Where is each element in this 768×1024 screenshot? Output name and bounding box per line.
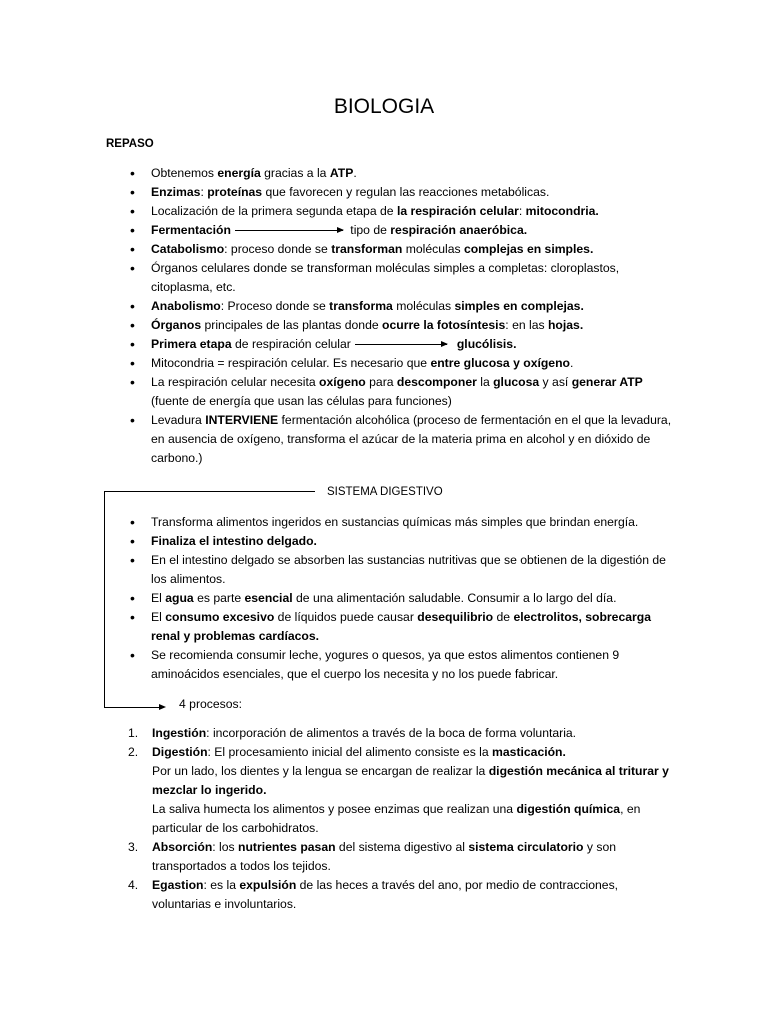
list-item	[106, 411, 676, 468]
bold-text: entre glucosa y oxígeno	[430, 356, 570, 370]
bold-text: INTERVIENE	[205, 413, 279, 427]
text: gracias a la	[260, 166, 330, 180]
item-number: 2.	[128, 745, 139, 759]
text: de respiración celular	[231, 337, 351, 351]
text: principales de las plantas donde	[201, 318, 383, 332]
text: Órganos celulares donde se transforman moléculas simples a completas: cloroplastos, citoplasma, etc.	[151, 261, 620, 294]
list-item	[106, 551, 676, 589]
bold-text: digestión mecánica al triturar y mezclar lo ingerido.	[152, 764, 669, 797]
bold-text: glucólisis.	[456, 337, 517, 351]
text: : proceso donde se	[224, 242, 332, 256]
bold-text: la respiración celular	[396, 204, 519, 218]
text: La saliva humecta los alimentos y posee enzimas que realizan una	[152, 802, 517, 816]
bold-text: Enzimas	[151, 185, 201, 199]
text: de	[493, 610, 514, 624]
bold-text: transforman	[331, 242, 403, 256]
text: : es la	[203, 878, 240, 892]
bold-text: desequilibrio	[417, 610, 494, 624]
bold-text: digestión química	[516, 802, 621, 816]
proceso-item	[106, 838, 676, 876]
bold-text: mitocondria.	[525, 204, 599, 218]
bold-text: Ingestión	[152, 726, 207, 740]
text: y son transportados a todos los tejidos.	[152, 840, 617, 873]
list-item	[106, 373, 676, 411]
text: moléculas	[392, 299, 455, 313]
proceso-item	[106, 876, 676, 914]
text: : en las	[505, 318, 548, 332]
bracket-line-bottom	[104, 707, 161, 708]
bold-text: nutrientes pasan	[238, 840, 336, 854]
text: de una alimentación saludable. Consumir a lo largo del día.	[292, 591, 617, 605]
bold-text: consumo excesivo	[165, 610, 275, 624]
bold-text: proteínas	[207, 185, 263, 199]
list-item	[106, 183, 676, 202]
text: El	[151, 591, 166, 605]
text: fermentación alcohólica (proceso de fermentación en el que la levadura, en ausencia de oxígeno, transforma el azúcar de la materia prima en alcohol y en dióxido de carbono.)	[151, 413, 672, 465]
list-item	[106, 259, 676, 297]
bold-text: Fermentación	[151, 223, 231, 237]
text: : El procesamiento inicial del alimento consiste es la	[207, 745, 493, 759]
document-title: BIOLOGIA	[333, 95, 435, 118]
bold-text: sistema circulatorio	[468, 840, 584, 854]
bold-text: esencial	[244, 591, 293, 605]
text: de líquidos puede causar	[274, 610, 418, 624]
digestivo-list	[106, 513, 676, 684]
text: Localización de la primera segunda etapa de	[151, 204, 397, 218]
bold-text: simples en complejas.	[454, 299, 584, 313]
text: moléculas	[402, 242, 464, 256]
sistema-digestivo-heading: SISTEMA DIGESTIVO	[327, 486, 443, 498]
list-item	[106, 646, 676, 684]
bold-text: transforma	[329, 299, 393, 313]
bold-text: hojas.	[547, 318, 584, 332]
list-item	[106, 202, 676, 221]
bracket-line-side	[104, 491, 105, 708]
list-item	[106, 532, 676, 551]
text: tipo de	[346, 223, 391, 237]
bold-text: electrolitos, sobrecarga renal y problemas cardíacos.	[151, 610, 651, 643]
list-item	[106, 589, 676, 608]
text: Transforma alimentos ingeridos en sustancias químicas más simples que brindan energía.	[151, 515, 639, 529]
list-item	[106, 354, 676, 373]
text: La respiración celular necesita	[151, 375, 320, 389]
list-item	[106, 297, 676, 316]
bold-text: agua	[165, 591, 194, 605]
text: Se recomienda consumir leche, yogures o quesos, ya que estos alimentos contienen 9 aminoácidos esenciales, que el cuerpo los necesita y no los puede fabricar.	[151, 648, 620, 681]
list-item	[106, 240, 676, 259]
text: Por un lado, los dientes y la lengua se encargan de realizar la	[152, 764, 489, 778]
arrow-icon	[355, 344, 447, 345]
text: (fuente de energía que usan las células para funciones)	[151, 394, 452, 408]
proceso-item	[106, 743, 676, 838]
text: .	[353, 166, 357, 180]
bold-text: Catabolismo	[151, 242, 225, 256]
list-item	[106, 316, 676, 335]
bracket-arrow-icon	[159, 704, 166, 710]
item-number: 1.	[128, 726, 139, 740]
text: En el intestino delgado se absorben las sustancias nutritivas que se obtienen de la digestión de los alimentos.	[151, 553, 666, 586]
bold-text: Absorción	[152, 840, 213, 854]
bold-text: oxígeno	[319, 375, 366, 389]
bold-text: Digestión	[152, 745, 208, 759]
item-number: 4.	[128, 878, 139, 892]
text: de las heces a través del ano, por medio de contracciones, voluntarias e involuntarios.	[152, 878, 619, 911]
list-item	[106, 513, 676, 532]
bold-text: complejas en simples.	[463, 242, 594, 256]
text: Levadura	[151, 413, 206, 427]
bracket-line-top	[104, 491, 315, 492]
bold-text: expulsión	[239, 878, 297, 892]
arrow-icon	[235, 230, 343, 231]
text: , en particular de los carbohidratos.	[152, 802, 641, 835]
list-item	[106, 608, 676, 646]
procesos-list	[106, 724, 676, 914]
bold-text: Primera etapa	[151, 337, 232, 351]
text: : incorporación de alimentos a través de la boca de forma voluntaria.	[206, 726, 577, 740]
repaso-list	[106, 164, 676, 468]
bold-text: descomponer	[396, 375, 477, 389]
list-item	[106, 164, 676, 183]
text: que favorecen y regulan las reacciones metabólicas.	[262, 185, 550, 199]
text: : los	[212, 840, 239, 854]
text: es parte	[193, 591, 245, 605]
text: : Proceso donde se	[220, 299, 330, 313]
text: del sistema digestivo al	[335, 840, 469, 854]
text: la	[476, 375, 494, 389]
bold-text: ocurre la fotosíntesis	[382, 318, 506, 332]
bold-text: Finaliza el intestino delgado.	[151, 534, 317, 548]
text: :	[200, 185, 208, 199]
text: .	[569, 356, 574, 370]
repaso-heading: REPASO	[106, 138, 154, 150]
bold-text: generar ATP	[571, 375, 643, 389]
bold-text: glucosa	[493, 375, 540, 389]
bold-text: masticación.	[492, 745, 566, 759]
text: y así	[539, 375, 572, 389]
procesos-label: 4 procesos:	[179, 697, 243, 711]
text: El	[151, 610, 166, 624]
bold-text: ATP	[329, 166, 354, 180]
text: Obtenemos	[151, 166, 218, 180]
list-item	[106, 335, 676, 354]
proceso-item	[106, 724, 676, 743]
text: para	[365, 375, 397, 389]
text: :	[518, 204, 526, 218]
bold-text: Órganos	[151, 318, 202, 332]
text: Mitocondria = respiración celular. Es necesario que	[151, 356, 431, 370]
list-item	[106, 221, 676, 240]
item-number: 3.	[128, 840, 139, 854]
bold-text: Egastion	[152, 878, 204, 892]
bold-text: respiración anaeróbica.	[390, 223, 528, 237]
bold-text: Anabolismo	[151, 299, 221, 313]
bold-text: energía	[217, 166, 261, 180]
